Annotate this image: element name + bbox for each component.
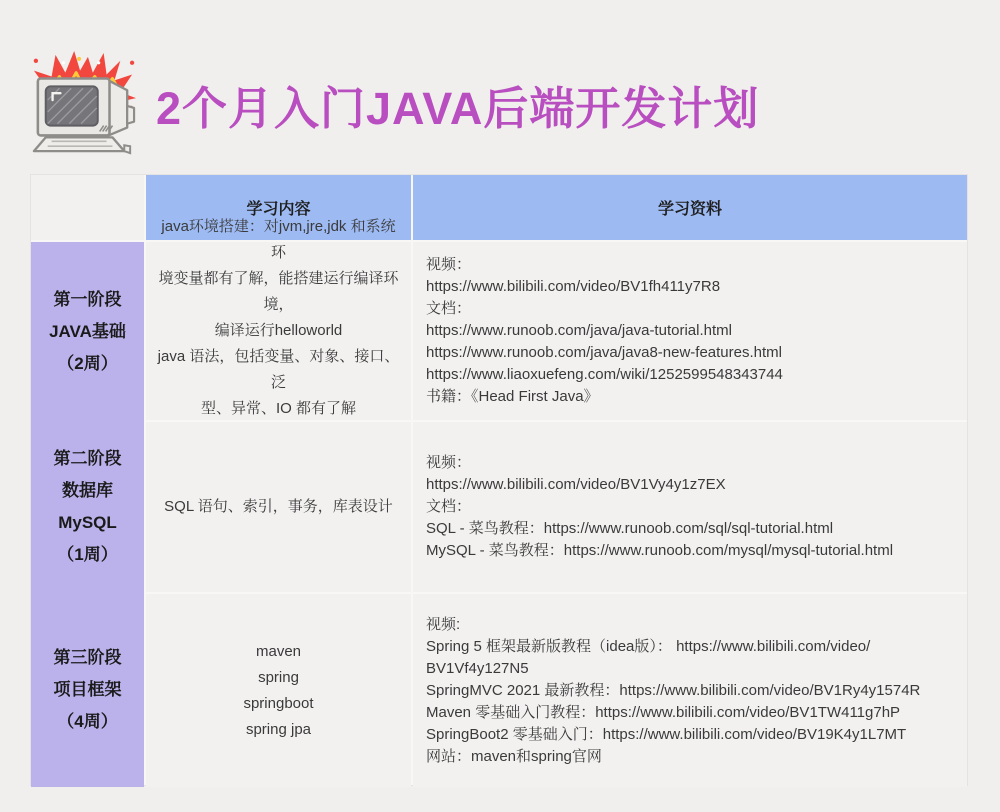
plan-table	[30, 174, 968, 786]
stage-phase-2: 第二阶段 数据库 MySQL （1周）	[53, 449, 122, 565]
content-cell-phase-2: SQL 语句、索引，事务，库表设计	[146, 422, 411, 592]
resources-cell-phase-1: 视频： https://www.bilibili.com/video/BV1fh411y7R8 文档： https://www.runoob.com/java/java-tutorial.html https://www.runoob.com/java/java8-new-features.html https://www.liaoxuefeng.com/wiki/1252599548343744 书籍：《Head First Java》	[413, 242, 967, 420]
masthead	[30, 48, 759, 160]
computer-explosion-icon	[30, 48, 138, 160]
stage-column	[31, 242, 144, 787]
resources-cell-phase-3: 视频: Spring 5 框架最新版教程（idea版）： https://www.bilibili.com/video/ BV1Vf4y127N5 SpringMVC 2021 最新教程：https://www.bilibili.com/video/BV1Ry4y1574R Maven 零基础入门教程：https://www.bilibili.com/video/BV1TW411g7hP SpringBoot2 零基础入门：https://www.bilibili.com/video/BV19K4y1L7MT 网站：maven和spring官网	[413, 594, 967, 787]
content-cell-phase-3: maven spring springboot spring jpa	[146, 594, 411, 787]
column-header-resources: 学习资料	[413, 175, 967, 240]
header-empty-cell	[31, 175, 144, 240]
page-title: 2个月入门JAVA后端开发计划	[156, 82, 760, 134]
resources-cell-phase-2: 视频： https://www.bilibili.com/video/BV1Vy4y1z7EX 文档： SQL - 菜鸟教程：https://www.runoob.com/sql/sql-tutorial.html MySQL - 菜鸟教程：https://www.runoob.com/mysql/mysql-tutorial.html	[413, 422, 967, 592]
stage-phase-1: 第一阶段 JAVA基础 （2周）	[49, 289, 126, 373]
stage-phase-3: 第三阶段 项目框架 （4周）	[53, 647, 122, 731]
content-cell-phase-1: java环境搭建：对jvm,jre,jdk 和系统环 境变量都有了解，能搭建运行编译环境， 编译运行helloworld java 语法，包括变量、对象、接口、泛 型、异常、IO 都有了解	[146, 242, 411, 420]
column-header-content: 学习内容	[146, 175, 411, 240]
